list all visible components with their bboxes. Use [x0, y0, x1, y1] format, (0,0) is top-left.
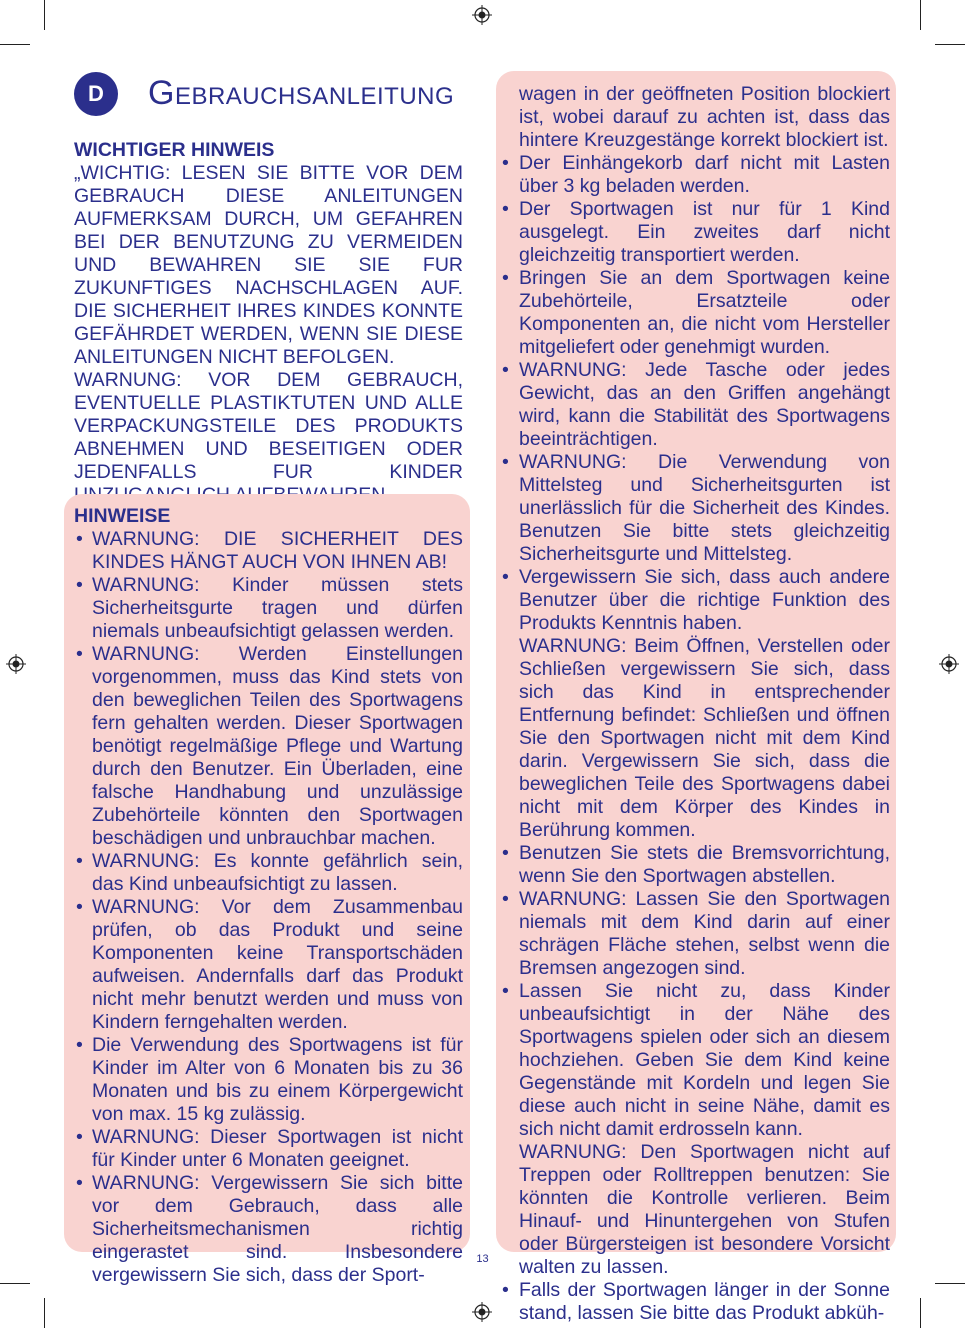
page-number: 13: [476, 1253, 489, 1265]
list-item: • WARNUNG: Vor dem Zusammenbau prüfen, ob das Produkt und seine Komponenten keine Transportschäden aufweisen. Andernfalls darf das Produkt nicht mehr benutzt werden und muss von Kindern ferngehalten werden.: [76, 896, 463, 1033]
list-item: • WARNUNG: Vergewissern Sie sich bitte vor dem Gebrauch, dass alle Sicherheitsmechanismen richtig eingerastet sind. Insbesondere vergewissern Sie sich, dass der Sport-: [76, 1172, 463, 1286]
crop-mark: [44, 0, 45, 30]
registration-mark-icon: [472, 5, 492, 25]
crop-mark: [920, 0, 921, 30]
important-notice-heading: WICHTIGER HINWEIS: [74, 139, 275, 161]
language-badge: D: [74, 72, 118, 116]
list-item: • Falls der Sportwagen länger in der Sonne stand, lassen Sie bitte das Produkt abküh-: [502, 1279, 890, 1324]
crop-mark: [0, 44, 30, 45]
registration-mark-icon: [6, 654, 26, 674]
page-title: Gebrauchsanleitung: [148, 74, 455, 112]
list-item: • Vergewissern Sie sich, dass auch andere Benutzer über die richtige Funktion des Produkts Kenntnis haben. WARNUNG: Beim Öffnen, Verstellen oder Schließen vergewissern Sie sich, dass sich das Kind in entsprechender Entfernung befindet: Schließen und öffnen Sie den Sportwagen nicht mit dem Kind darin. Vergewissern Sie sich, dass die beweglichen Teile des Sportwagens dabei nicht mit dem Körper des Kindes in Berührung kommen.: [502, 566, 890, 841]
registration-mark-icon: [939, 654, 959, 674]
notes-box-right: [496, 71, 896, 1324]
warning-subparagraph: WARNUNG: Den Sportwagen nicht auf Treppen oder Rolltreppen benutzen: Sie könnten die Kontrolle verlieren. Beim Hinauf- und Hinuntergehen von Stufen oder Bürgersteigen ist besondere Vorsicht walten zu lassen.: [519, 1141, 890, 1278]
list-item: • WARNUNG: Jede Tasche oder jedes Gewicht, das an den Griffen angehängt wird, kann die Stabilität des Sportwagens beeinträchtigen.: [502, 359, 890, 450]
notes-list: [500, 152, 890, 1325]
notes-heading: HINWEISE: [74, 505, 171, 527]
crop-mark: [0, 1283, 30, 1284]
important-notice-paragraph: WARNUNG: VOR DEM GEBRAUCH, EVENTUELLE PLASTIKTUTEN UND ALLE VERPACKUNGSTEILE DES PRODUKTS ABNEHMEN UND BESEITIGEN ODER JEDENFALLS FUR KINDER: [74, 369, 463, 483]
important-notice-paragraph: „WICHTIG: LESEN SIE BITTE VOR DEM GEBRAUCH DIESE ANLEITUNGEN AUFMERKSAM DURCH, UM GEFAHREN BEI DER BENUTZUNG ZU VERMEIDEN UND BEWAHREN SIE SIE FUR ZUKUNFTIGES NACHSCHLAGEN AUF. DIE SICHERHEIT IHRES KINDES KONNTE GEFÄHRDET WERDEN, WENN SIE DIESE ANLEITUNGEN NICHT BEFOLGEN.: [74, 162, 463, 368]
crop-mark: [935, 1283, 965, 1284]
list-item: • Der Sportwagen ist nur für 1 Kind ausgelegt. Ein zweites darf nicht gleichzeitig transportiert werden.: [502, 198, 890, 266]
list-item: • Der Einhängekorb darf nicht mit Lasten über 3 kg beladen werden.: [502, 152, 890, 197]
list-item: • WARNUNG: Kinder müssen stets Sicherheitsgurte tragen und dürfen niemals unbeaufsichtigt gelassen werden.: [76, 574, 463, 642]
list-item: • WARNUNG: Werden Einstellungen vorgenommen, muss das Kind stets von den beweglichen Teilen des Sportwagens fern gehalten werden. Dieser Sportwagen benötigt regelmäßige Pflege und Wartung durch den Benutzer. Ein Überladen, eine falsche Handhabung und unzulässige Zubehörteile könnten den Sportwagen beschädigen und unbrauchbar machen.: [76, 643, 463, 849]
warning-subparagraph: WARNUNG: Beim Öffnen, Verstellen oder Schließen vergewissern Sie sich, dass sich das Kind in entsprechender Entfernung befindet: Schließen und öffnen Sie den Sportwagen nicht mit dem Kind darin. Vergewissern Sie sich, dass die beweglichen Teile des Sportwagens dabei nicht mit dem Körper des Kindes in Berührung kommen.: [519, 635, 890, 841]
notes-box-left: [64, 494, 470, 1286]
list-item: • Lassen Sie nicht zu, dass Kinder unbeaufsichtigt in der Nähe des Sportwagens spielen oder sich an diesem hochziehen. Geben Sie dem Kind keine Gegenstände mit Kordeln und legen Sie diese auch nicht in seine Nähe, damit es sich nicht damit erdrosseln kann. WARNUNG: Den Sportwagen nicht auf Treppen oder Rolltreppen benutzen: Sie könnten die Kontrolle verlieren. Beim Hinauf- und Hinuntergehen von Stufen oder Bürgersteigen ist besondere Vorsicht walten zu lassen.: [502, 980, 890, 1278]
list-item: • Die Verwendung des Sportwagens ist für Kinder im Alter von 6 Monaten bis zu 36 Monaten und bis zu einem Körpergewicht von max. 15 kg zulässig.: [76, 1034, 463, 1125]
registration-mark-icon: [472, 1302, 492, 1322]
list-item: • WARNUNG: Die Verwendung von Mittelsteg und Sicherheitsgurten ist unerlässlich für die Sicherheit des Kindes. Benutzen Sie bitte stets gleichzeitig Sicherheitsgurte und Mittelsteg.: [502, 451, 890, 565]
list-item: • WARNUNG: Lassen Sie den Sportwagen niemals mit dem Kind darin auf einer schrägen Fläche stehen, selbst wenn die Bremsen angezogen sind.: [502, 888, 890, 979]
crop-mark: [920, 1298, 921, 1328]
important-notice: [74, 139, 463, 507]
list-item: • WARNUNG: DIE SICHERHEIT DES KINDES HÄNGT AUCH VON IHNEN AB!: [76, 528, 463, 573]
crop-mark: [44, 1298, 45, 1328]
notes-list: [74, 528, 463, 1287]
list-item: • WARNUNG: Es konnte gefährlich sein, das Kind unbeaufsichtigt zu lassen.: [76, 850, 463, 895]
list-item: • Benutzen Sie stets die Bremsvorrichtung, wenn Sie den Sportwagen abstellen.: [502, 842, 890, 887]
crop-mark: [935, 44, 965, 45]
list-item: • WARNUNG: Dieser Sportwagen ist nicht für Kinder unter 6 Monaten geeignet.: [76, 1126, 463, 1171]
list-item: • Bringen Sie an dem Sportwagen keine Zubehörteile, Ersatzteile oder Komponenten an, die nicht vom Hersteller mitgeliefert oder genehmigt wurden.: [502, 267, 890, 358]
continuation-text: wagen in der geöffneten Position blockiert ist, wobei darauf zu achten ist, dass das hintere Kreuzgestänge korrekt blockiert ist.: [519, 83, 890, 151]
